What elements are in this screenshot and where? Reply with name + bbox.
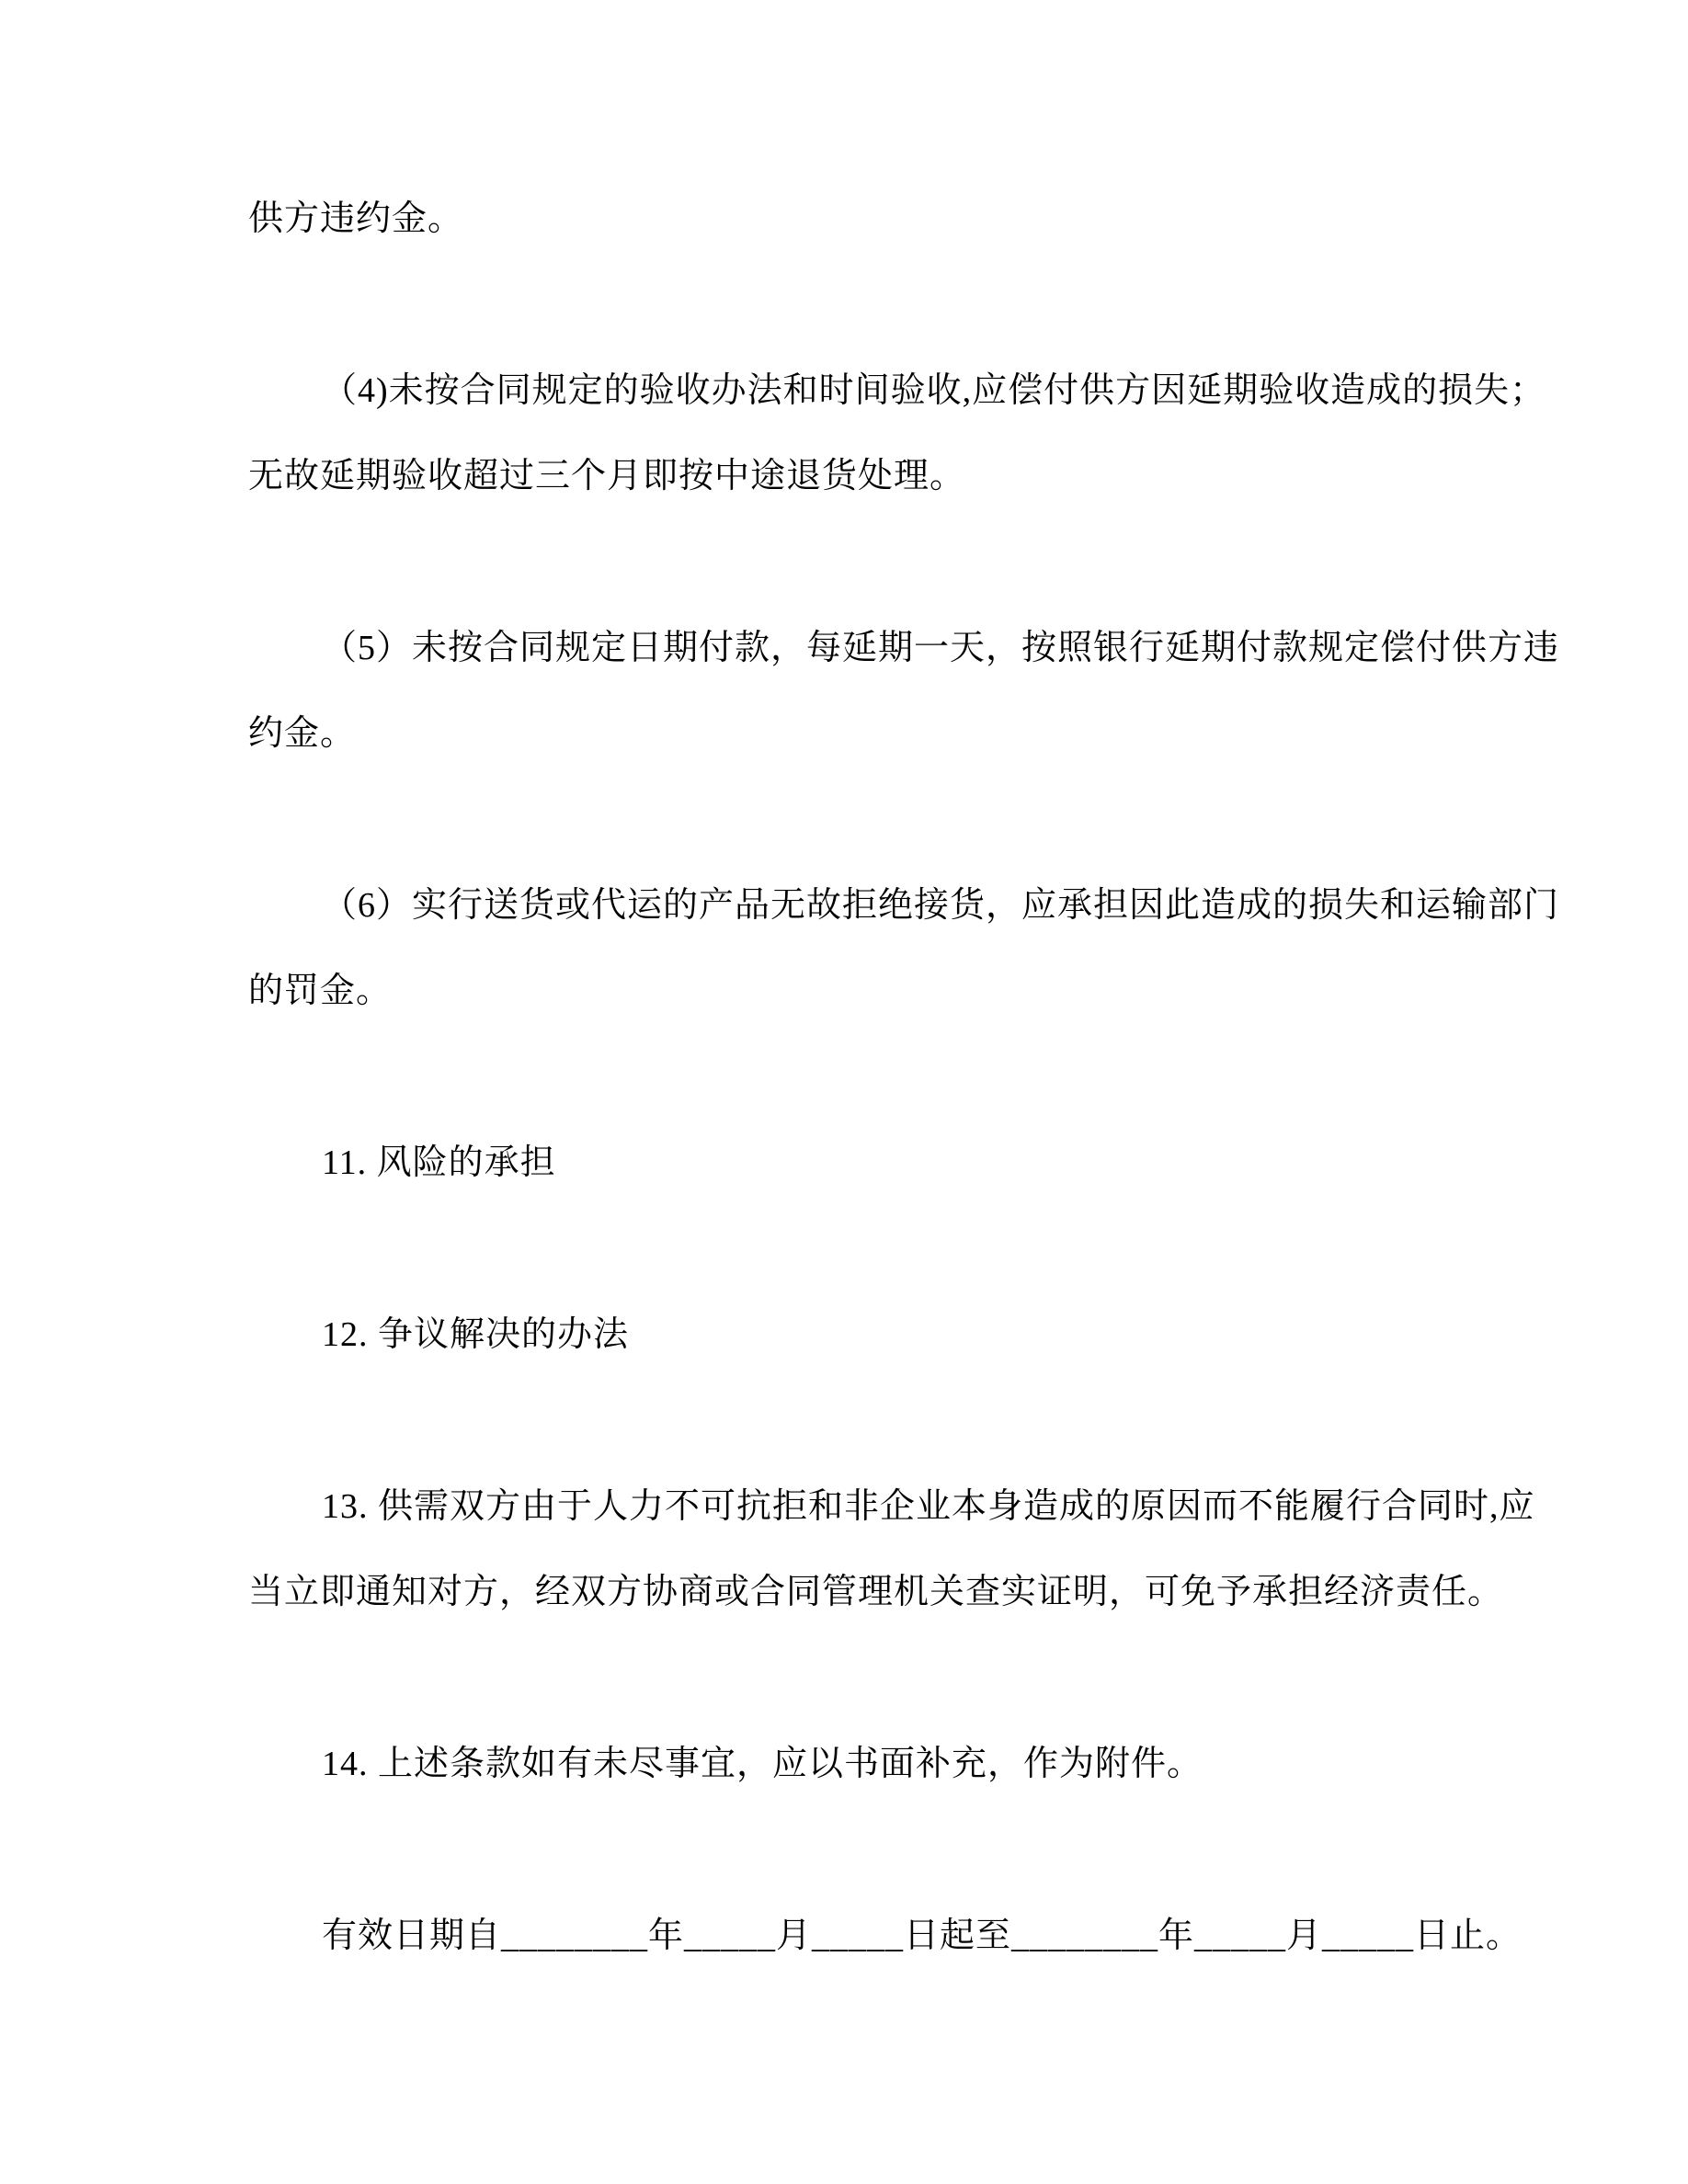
- clause-4-line-2: 无故延期验收超过三个月即按中途退货处理。: [248, 457, 966, 495]
- article-13-line-1: 13. 供需双方由于人力不可抗拒和非企业本身造成的原因而不能履行合同时,应: [322, 1487, 1535, 1526]
- article-14-line: 14. 上述条款如有未尽事宜，应以书面补充，作为附件。: [322, 1745, 1203, 1783]
- clause-5-line-1: （5）未按合同规定日期付款，每延期一天，按照银行延期付款规定偿付供方违: [322, 629, 1560, 667]
- clause-3-continuation-line: 供方违约金。: [248, 199, 464, 238]
- article-11-heading: 11. 风险的承担: [322, 1143, 556, 1182]
- article-13-line-2: 当立即通知对方，经双方协商或合同管理机关查实证明，可免予承担经济责任。: [248, 1573, 1504, 1611]
- article-12-heading: 12. 争议解决的办法: [322, 1315, 630, 1354]
- clause-6-line-2: 的罚金。: [248, 972, 393, 1010]
- clause-4-line-1: （4)未按合同规定的验收办法和时间验收,应偿付供方因延期验收造成的损失；: [322, 371, 1546, 410]
- clause-6-line-1: （6）实行送货或代运的产品无故拒绝接货，应承担因此造成的损失和运输部门: [322, 886, 1560, 925]
- validity-date-blank-line: 有效日期自________年_____月_____日起至________年_____月_____日止。: [322, 1917, 1523, 1955]
- clause-5-line-2: 约金。: [248, 714, 357, 753]
